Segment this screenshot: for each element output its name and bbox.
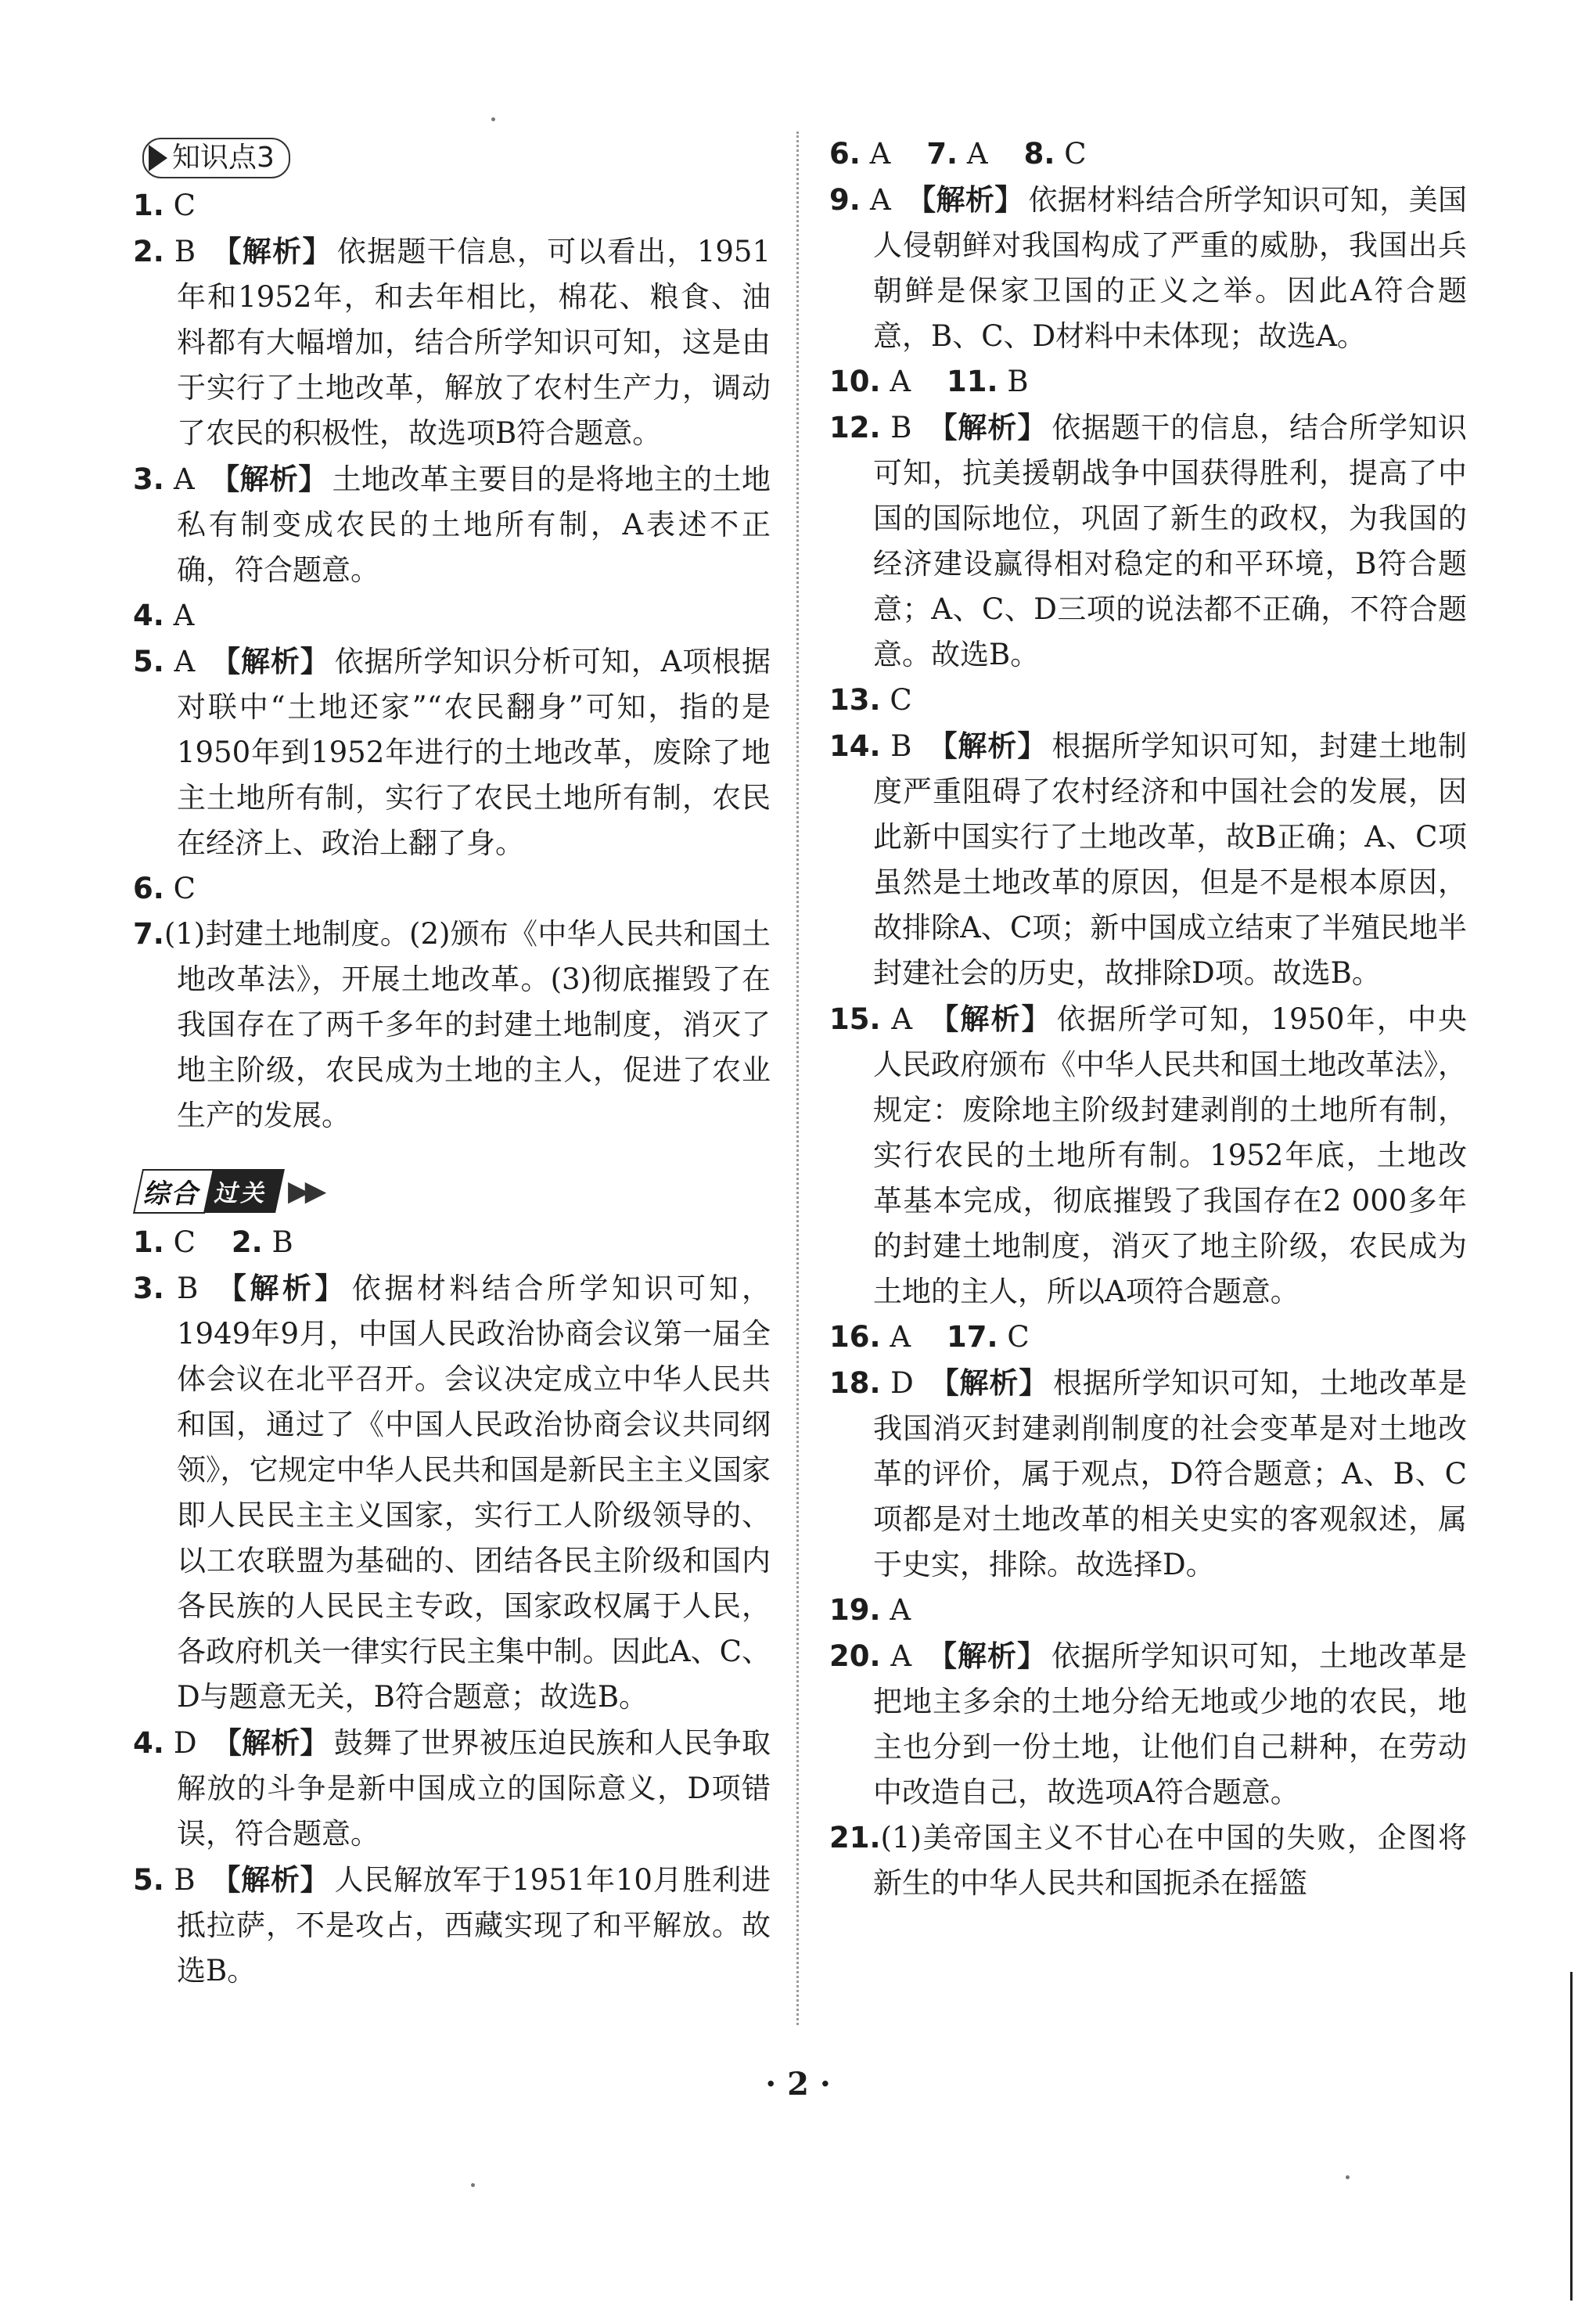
answer-row <box>133 1220 771 1265</box>
question-number: 2. <box>133 235 164 268</box>
answer-item <box>829 405 1467 678</box>
answer-item <box>829 1633 1467 1815</box>
answer-item <box>133 639 771 866</box>
answer-text: 依据所学知识可知，土地改革是把地主多余的土地分给无地或少地的农民，地主也分到一份土地，让他们自己耕种，在劳动中改造自己，故选项A符合题意。 <box>873 1639 1468 1809</box>
answer-choice: B <box>174 235 196 268</box>
answer-choice: A <box>890 1593 911 1627</box>
analysis-tag: 【解析】 <box>211 234 332 268</box>
answer-item <box>829 365 915 398</box>
answer-text: 人民解放军于1951年10月胜利进抵拉萨，不是攻占，西藏实现了和平解放。故选B。 <box>177 1863 771 1988</box>
question-number: 4. <box>133 1726 164 1760</box>
answer-text: 依据材料结合所学知识可知，美国人侵朝鲜对我国构成了严重的威胁，我国出兵朝鲜是保家卫国的正义之举。因此A符合题意，B、C、D材料中未体现；故选A。 <box>873 183 1468 353</box>
column-divider <box>796 131 799 2025</box>
question-number: 21. <box>829 1821 881 1855</box>
analysis-tag: 【解析】 <box>927 410 1048 444</box>
answer-choice: C <box>1064 137 1087 171</box>
analysis-tag: 【解析】 <box>212 1725 329 1760</box>
analysis-tag: 【解析】 <box>210 1862 330 1897</box>
answer-list <box>829 177 1467 359</box>
answer-choice: A <box>890 1320 911 1354</box>
answer-choice: C <box>173 189 196 222</box>
answer-choice: B <box>174 1863 196 1897</box>
analysis-tag: 【解析】 <box>906 182 1024 217</box>
question-number: 18. <box>829 1366 881 1400</box>
answer-text: 土地改革主要目的是将地主的土地私有制变成农民的土地所有制，A表述不正确，符合题意。 <box>177 462 771 587</box>
question-number: 8. <box>1023 137 1055 171</box>
answer-item <box>829 137 895 171</box>
answer-list <box>829 1360 1467 1906</box>
answer-row <box>829 1315 1467 1360</box>
answer-text: 依据材料结合所学知识可知，1949年9月，中国人民政治协商会议第一届全体会议在北平召开。会议决定成立中华人民共和国，通过了《中国人民政治协商会议共同纲领》，它规定中华人民共和国是新民主主义国家即人民民主主义国家，实行工人阶级领导的、以工农联盟为基础的、团结各民主阶级和国内各民族的人民民主专政，国家政权属于人民，各政府机关一律实行民主集中制。因此A、C、D与题意无关，B符合题意；故选B。 <box>177 1272 771 1714</box>
answer-choice: A <box>869 137 891 171</box>
section-label-b: 过关 <box>203 1169 285 1213</box>
question-number: 6. <box>133 872 164 905</box>
answer-item <box>133 866 771 912</box>
answer-item <box>133 183 771 228</box>
question-number: 1. <box>133 189 164 222</box>
answer-list <box>829 405 1467 1315</box>
answer-choice: B <box>890 729 912 763</box>
answer-item <box>133 912 771 1139</box>
section-badge-knowledge-point <box>142 138 290 178</box>
answer-item <box>133 1265 771 1720</box>
answer-text: (1)封建土地制度。(2)颁布《中华人民共和国土地改革法》，开展土地改革。(3)彻底摧毁了在我国存在了两千多年的封建土地制度，消灭了地主阶级，农民成为土地的主人，促进了农业生产的发展。 <box>164 917 771 1132</box>
question-number: 16. <box>829 1320 881 1354</box>
answer-choice: A <box>173 462 195 496</box>
answer-item <box>829 678 1467 723</box>
answer-choice: B <box>890 411 912 444</box>
answer-item <box>829 996 1467 1315</box>
answer-item <box>133 1225 200 1259</box>
question-number: 3. <box>133 1272 164 1305</box>
answer-choice: A <box>173 599 195 632</box>
answer-item <box>133 1857 771 1994</box>
scan-speck <box>491 117 495 121</box>
answer-item <box>133 456 771 593</box>
answer-text: 依据所学可知，1950年，中央人民政府颁布《中华人民共和国土地改革法》，规定：废除地主阶级封建剥削的土地所有制，实行农民的土地所有制。1952年底，土地改革基本完成，彻底摧毁了我国存在2 000多年的封建土地制度，消灭了地主阶级，农民成为土地的主人，所以A项符合题意。 <box>873 1002 1468 1308</box>
right-column <box>829 131 1467 1906</box>
question-number: 7. <box>926 137 958 171</box>
answer-choice: C <box>890 683 912 717</box>
section-badge-comprehensive <box>138 1170 322 1212</box>
question-number: 15. <box>829 1002 881 1036</box>
answer-choice: D <box>173 1726 197 1760</box>
analysis-tag: 【解析】 <box>210 462 328 496</box>
play-icon <box>149 145 167 171</box>
answer-text: (1)美帝国主义不甘心在中国的失败，企图将新生的中华人民共和国扼杀在摇篮 <box>873 1821 1467 1900</box>
question-number: 7. <box>133 917 164 951</box>
scan-edge-line <box>1570 1972 1573 2301</box>
analysis-tag: 【解析】 <box>927 1639 1048 1673</box>
question-number: 20. <box>829 1639 881 1673</box>
answer-choice: C <box>173 1225 196 1259</box>
answer-choice: D <box>890 1366 914 1400</box>
question-number: 5. <box>133 645 164 678</box>
question-number: 13. <box>829 683 881 717</box>
question-number: 6. <box>829 137 861 171</box>
answer-item <box>829 1320 915 1354</box>
answer-item <box>829 1588 1467 1633</box>
question-number: 5. <box>133 1863 164 1897</box>
analysis-tag: 【解析】 <box>929 1365 1049 1400</box>
answer-item <box>947 1320 1034 1354</box>
question-number: 14. <box>829 729 881 763</box>
answer-item <box>829 1815 1467 1906</box>
answer-item <box>1024 137 1091 171</box>
answer-item <box>926 137 992 171</box>
answer-text: 依据题干信息，可以看出，1951年和1952年，和去年相比，棉花、粮食、油料都有大幅增加，结合所学知识可知，这是由于实行了土地改革，解放了农村生产力，调动了农民的积极性，故选项B符合题意。 <box>177 235 771 450</box>
answer-item <box>133 1720 771 1857</box>
scan-speck <box>1346 2175 1350 2179</box>
answer-choice: C <box>1007 1320 1030 1354</box>
answer-item <box>133 593 771 639</box>
answer-text: 依据题干的信息，结合所学知识可知，抗美援朝战争中国获得胜利，提高了中国的国际地位，巩固了新生的政权，为我国的经济建设赢得相对稳定的和平环境，B符合题意；A、C、D三项的说法都不正确，不符合题意。故选B。 <box>873 411 1468 671</box>
analysis-tag: 【解析】 <box>927 728 1048 763</box>
question-number: 1. <box>133 1225 164 1259</box>
answer-list <box>133 183 771 1139</box>
question-number: 12. <box>829 411 881 444</box>
answer-text: 根据所学知识可知，封建土地制度严重阻碍了农村经济和中国社会的发展，因此新中国实行了土地改革，故B正确；A、C项虽然是土地改革的原因，但是不是根本原因，故排除A、C项；新中国成立结束了半殖民地半封建社会的历史，故排除D项。故选B。 <box>873 729 1468 990</box>
question-number: 3. <box>133 462 164 496</box>
left-column <box>133 131 771 1994</box>
answer-list <box>133 1265 771 1994</box>
analysis-tag: 【解析】 <box>214 1271 347 1305</box>
double-chevron-icon: ▶▶ <box>288 1175 322 1207</box>
section-label-a: 综合 <box>133 1169 214 1214</box>
answer-item <box>947 365 1033 398</box>
answer-choice: A <box>966 137 988 171</box>
answer-row <box>829 359 1467 405</box>
answer-row <box>829 131 1467 177</box>
answer-item <box>829 1360 1467 1588</box>
analysis-tag: 【解析】 <box>210 644 330 678</box>
answer-choice: A <box>174 645 196 678</box>
question-number: 17. <box>947 1320 998 1354</box>
answer-choice: B <box>177 1272 199 1305</box>
answer-text: 依据所学知识分析可知，A项根据对联中“土地还家”“农民翻身”可知，指的是1950年到1952年进行的土地改革，废除了地主土地所有制，实行了农民土地所有制，农民在经济上、政治上翻了身。 <box>177 645 771 860</box>
question-number: 19. <box>829 1593 881 1627</box>
answer-choice: B <box>271 1225 293 1259</box>
question-number: 2. <box>231 1225 263 1259</box>
answer-text: 鼓舞了世界被压迫民族和人民争取解放的斗争是新中国成立的国际意义，D项错误，符合题意。 <box>177 1726 771 1851</box>
scan-speck <box>471 2183 475 2187</box>
question-number: 9. <box>829 183 861 217</box>
answer-choice: C <box>173 872 196 905</box>
answer-item <box>133 228 771 456</box>
question-number: 10. <box>829 365 881 398</box>
answer-item <box>232 1225 298 1259</box>
answer-choice: A <box>869 183 891 217</box>
answer-text: 根据所学知识可知，土地改革是我国消灭封建剥削制度的社会变革是对土地改革的评价，属于观点，D符合题意；A、B、C项都是对土地改革的相关史实的客观叙述，属于史实，排除。故选择D。 <box>873 1366 1468 1581</box>
analysis-tag: 【解析】 <box>928 1002 1052 1036</box>
question-number: 11. <box>947 365 998 398</box>
answer-choice: A <box>890 365 911 398</box>
answer-choice: B <box>1007 365 1029 398</box>
answer-choice: A <box>891 1002 913 1036</box>
question-number: 4. <box>133 599 164 632</box>
answer-item <box>829 723 1467 996</box>
answer-choice: A <box>890 1639 912 1673</box>
section-label: 知识点3 <box>172 142 275 174</box>
answer-item <box>829 177 1467 359</box>
page-number: · 2 · <box>765 2066 831 2103</box>
